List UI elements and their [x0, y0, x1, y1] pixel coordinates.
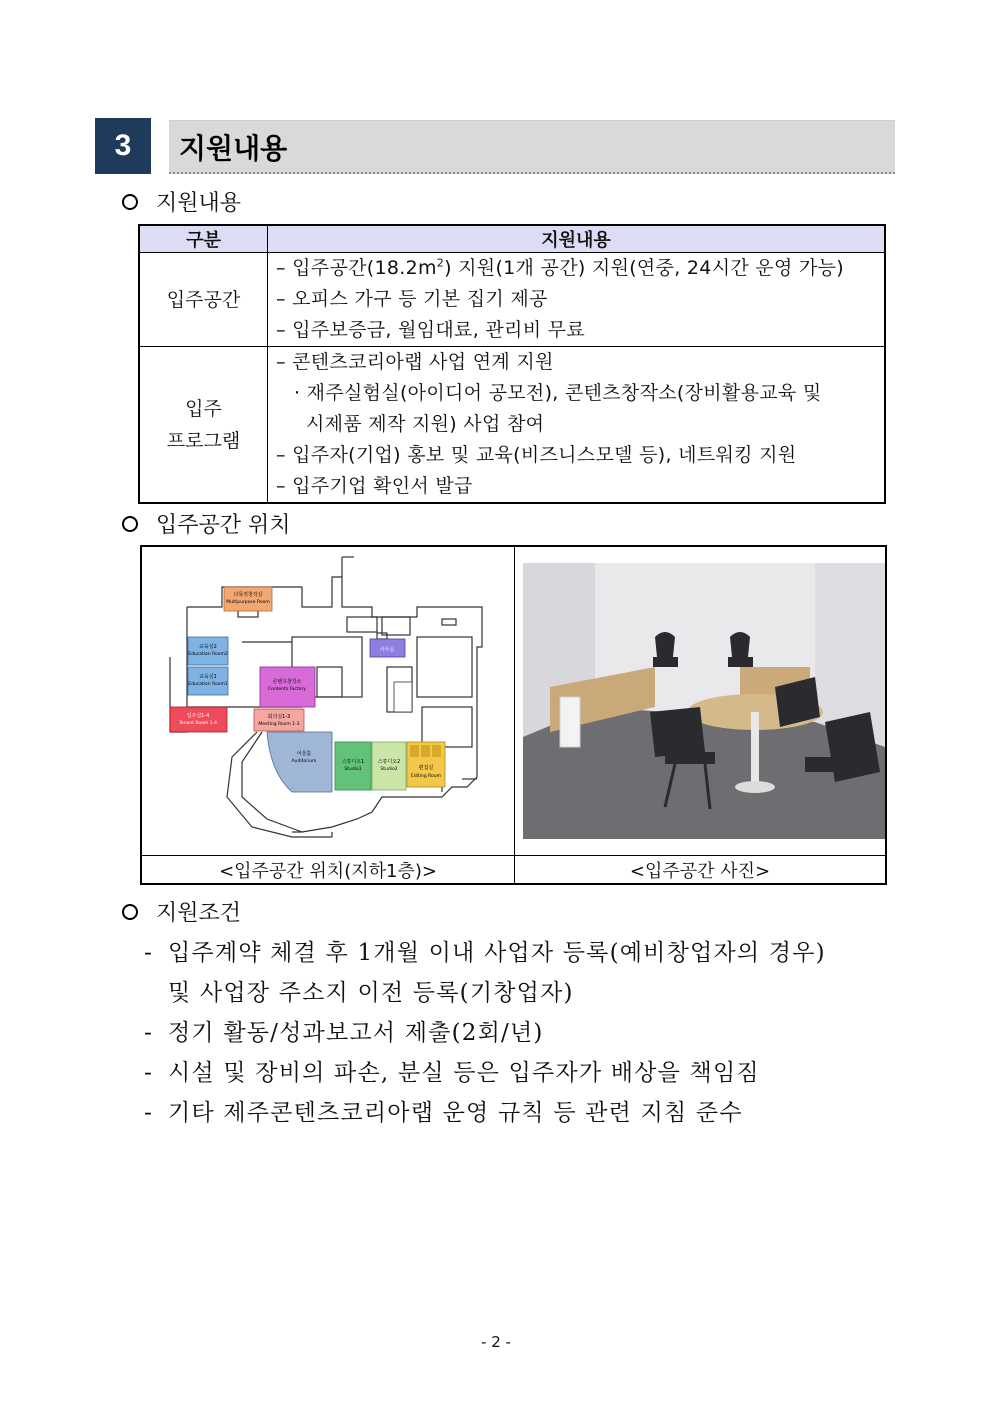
category-program: 입주 프로그램 [140, 347, 268, 502]
support-table [138, 224, 886, 504]
svg-text:Multipurpose Room: Multipurpose Room [226, 600, 270, 605]
bullet-location [122, 508, 291, 539]
header-category: 구분 [140, 226, 268, 252]
svg-text:어울홀: 어울홀 [296, 751, 312, 757]
bullet-label: 지원조건 [156, 901, 242, 926]
caption-row [142, 855, 885, 883]
floorplan-image [142, 547, 515, 855]
bullet-conditions [122, 896, 241, 927]
category-space: 입주공간 [140, 253, 268, 346]
svg-text:Studio1: Studio1 [344, 767, 362, 772]
space-line-1: – 입주공간$(18.2m^2)$ 지원(1개 공간) 지원(연중, 24시간 운영 가능) [276, 256, 845, 279]
floorplan-cell [142, 547, 515, 855]
svg-text:회의실1-3: 회의실1-3 [267, 714, 291, 720]
svg-text:스튜디오2: 스튜디오2 [377, 759, 401, 765]
svg-text:교육실1: 교육실1 [199, 674, 217, 680]
program-line-1: – 콘텐츠코리아랩 사업 연계 지원 [276, 351, 554, 373]
section-number: 3 [95, 118, 151, 174]
svg-text:Studio2: Studio2 [380, 767, 398, 772]
svg-text:Contents Factory: Contents Factory [267, 687, 307, 692]
svg-text:다목적창작실: 다목적창작실 [233, 592, 263, 598]
program-line-3: 시제품 제작 지원) 사업 참여 [306, 413, 545, 435]
page-number: - 2 - [481, 1333, 511, 1351]
bullet-label: 입주공간 위치 [156, 513, 291, 538]
bullet-support-content [122, 186, 241, 217]
svg-text:사무실: 사무실 [379, 647, 395, 653]
svg-text:콘텐츠창작소: 콘텐츠창작소 [272, 679, 302, 685]
condition-item-1-cont: 및 사업장 주소지 이전 등록(기창업자) [168, 980, 574, 1006]
caption-floorplan: <입주공간 위치(지하1층)> [142, 856, 515, 883]
table-row [140, 346, 884, 502]
header-content: 지원내용 [541, 230, 611, 251]
svg-text:Education Room1: Education Room1 [188, 682, 228, 687]
program-line-2: · 재주실험실(아이디어 공모전), 콘텐츠창작소(장비활용교육 및 [294, 382, 822, 404]
bullet-label: 지원내용 [156, 191, 242, 216]
svg-text:스튜디오1: 스튜디오1 [341, 759, 365, 765]
caption-photo: <입주공간 사진> [629, 860, 771, 882]
svg-text:Editing Room: Editing Room [411, 774, 441, 779]
svg-text:Meeting Room 1-3: Meeting Room 1-3 [258, 722, 300, 727]
table-row [140, 252, 884, 346]
svg-text:Tenant Room 1-4: Tenant Room 1-4 [178, 721, 218, 726]
svg-text:Auditorium: Auditorium [291, 759, 317, 764]
condition-item-1: - 입주계약 체결 후 1개월 이내 사업자 등록(예비창업자의 경우) [144, 940, 826, 966]
circle-bullet-icon [122, 904, 138, 920]
svg-text:입주실1-4: 입주실1-4 [186, 713, 210, 719]
program-line-4: – 입주자(기업) 홍보 및 교육(비즈니스모델 등), 네트워킹 지원 [276, 444, 797, 466]
svg-text:Education Room2: Education Room2 [188, 652, 228, 657]
svg-text:교육실2: 교육실2 [199, 644, 217, 650]
circle-bullet-icon [122, 516, 138, 532]
room-photo-image [515, 547, 885, 855]
condition-item-4: - 기타 제주콘텐츠코리아랩 운영 규칙 등 관련 지침 준수 [144, 1100, 743, 1126]
space-line-2: – 오피스 가구 등 기본 집기 제공 [276, 288, 548, 310]
program-line-5: – 입주기업 확인서 발급 [276, 475, 473, 497]
photo-cell [515, 547, 885, 855]
section-title: 지원내용 [169, 120, 895, 174]
location-table [140, 545, 887, 885]
condition-item-2: - 정기 활동/성과보고서 제출(2회/년) [144, 1020, 544, 1046]
svg-text:편집실: 편집실 [418, 765, 434, 771]
space-line-3: – 입주보증금, 월임대료, 관리비 무료 [276, 319, 585, 341]
table-header-row [140, 226, 884, 252]
section-header [95, 118, 895, 174]
condition-item-3: - 시설 및 장비의 파손, 분실 등은 입주자가 배상을 책임짐 [144, 1060, 760, 1086]
circle-bullet-icon [122, 194, 138, 210]
